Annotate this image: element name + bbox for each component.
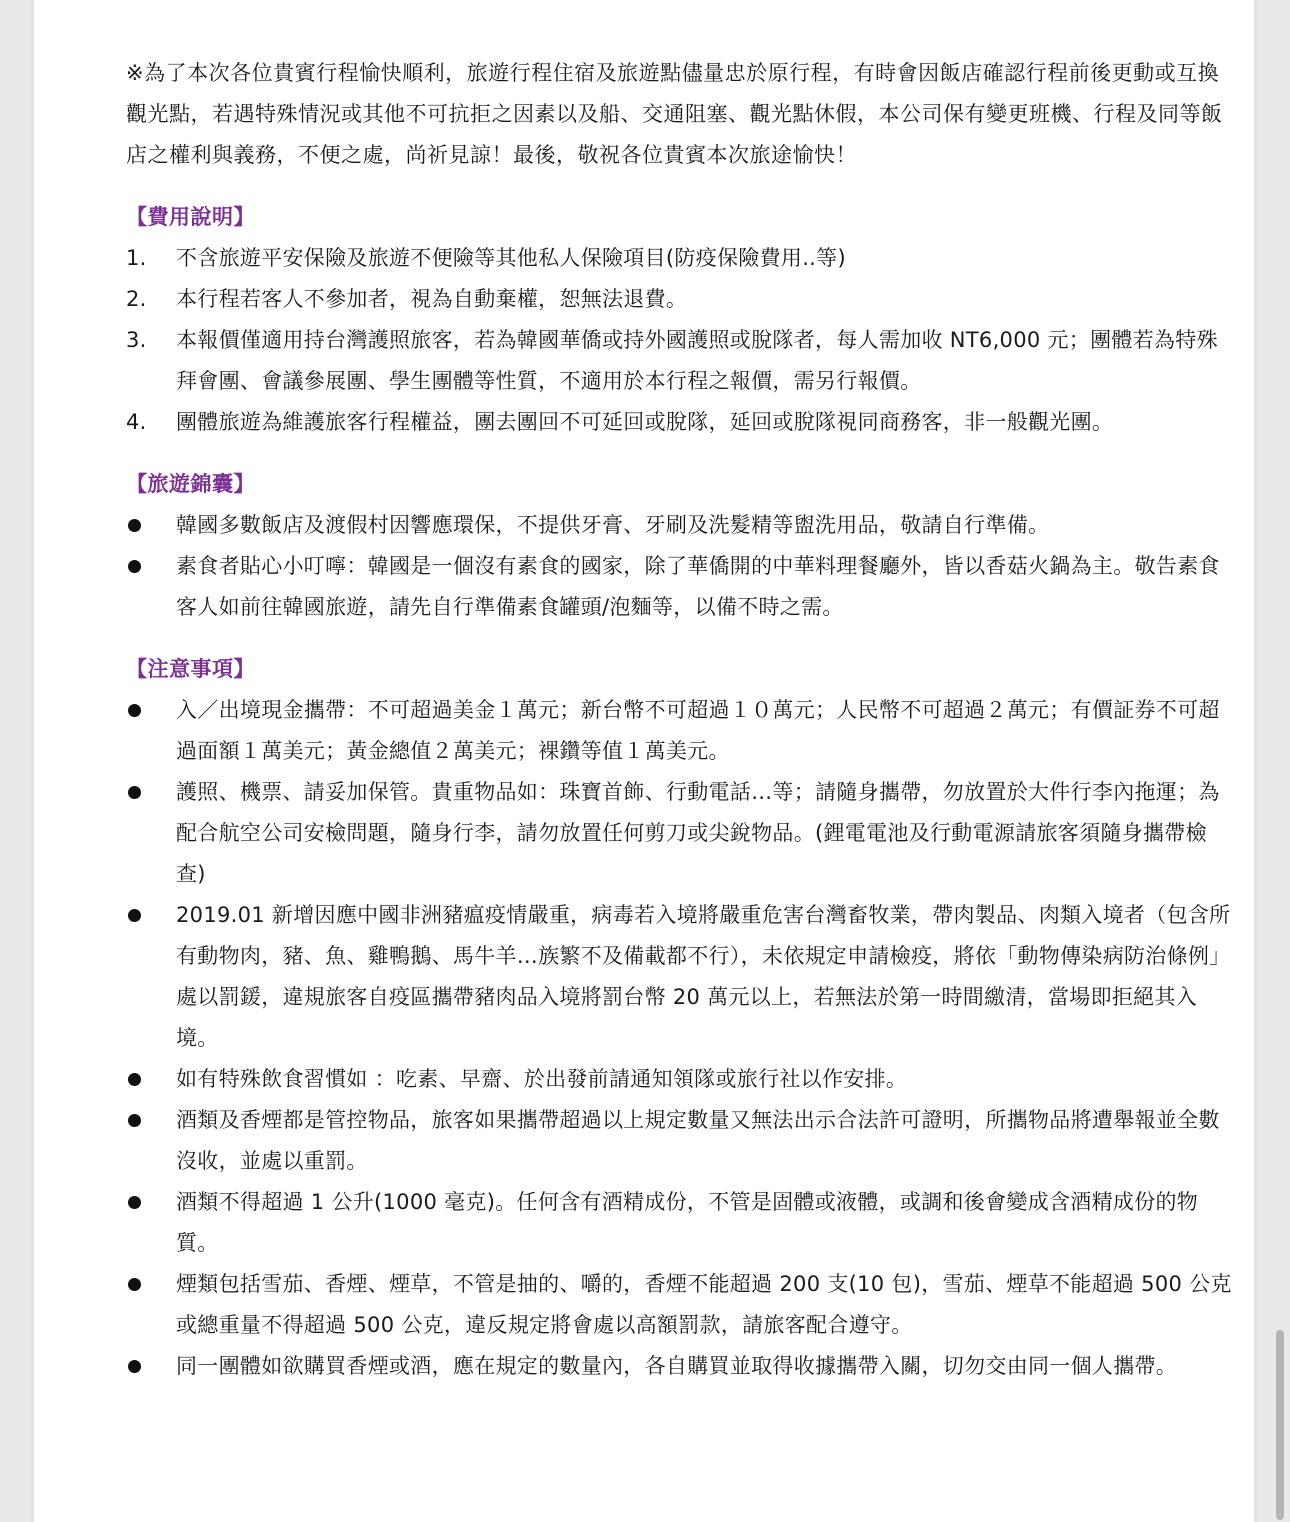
tips-item-text: 素食者貼心小叮嚀：韓國是一個沒有素食的國家，除了華僑開的中華料理餐廳外，皆以香菇火鍋為主。敬告素食客人如前往韓國旅遊，請先自行準備素食罐頭/泡麵等，以備不時之需。 [176, 554, 1220, 619]
notes-item [126, 772, 1236, 895]
list-number: 1. [126, 246, 147, 270]
scrollbar-thumb[interactable] [1276, 1330, 1284, 1520]
bullet-icon [128, 1073, 141, 1086]
notes-item-text: 入／出境現金攜帶：不可超過美金１萬元；新台幣不可超過１０萬元；人民幣不可超過２萬元；有價証券不可超過面額１萬美元；黃金總值２萬美元；裸鑽等值１萬美元。 [176, 698, 1220, 763]
fees-item-text: 不含旅遊平安保險及旅遊不便險等其他私人保險項目(防疫保險費用..等) [176, 246, 846, 270]
section-title-fees: 【費用說明】 [126, 205, 255, 229]
section-title-tips: 【旅遊錦囊】 [126, 472, 255, 496]
notes-item-text: 如有特殊飲食習慣如 ：吃素、早齋、於出發前請通知領隊或旅行社以作安排。 [176, 1067, 908, 1091]
bullet-icon [128, 1196, 141, 1209]
fees-item [126, 238, 1236, 279]
bullet-icon [128, 519, 141, 532]
notes-item-text: 煙類包括雪茄、香煙、煙草，不管是抽的、嚼的，香煙不能超過 200 支(10 包)，雪茄、煙草不能超過 500 公克或總重量不得超過 500 公克，違反規定將會處以高額罰款，請旅客配合遵守。 [176, 1272, 1232, 1337]
fees-list [126, 238, 1236, 443]
fees-item-text: 團體旅遊為維護旅客行程權益，團去團回不可延回或脫隊，延回或脫隊視同商務客，非一般觀光團。 [176, 410, 1114, 434]
notes-item [126, 1100, 1236, 1182]
fees-item-text: 本報價僅適用持台灣護照旅客，若為韓國華僑或持外國護照或脫隊者，每人需加收 NT6,000 元；團體若為特殊拜會團、會議參展團、學生團體等性質，不適用於本行程之報價，需另行報價。 [176, 328, 1218, 393]
bullet-icon [128, 560, 141, 573]
list-number: 4. [126, 410, 147, 434]
list-number: 3. [126, 328, 147, 352]
tips-item [126, 546, 1236, 628]
notes-item [126, 1059, 1236, 1100]
notes-item-text: 酒類不得超過 1 公升(1000 毫克)。任何含有酒精成份，不管是固體或液體，或調和後會變成含酒精成份的物質。 [176, 1190, 1199, 1255]
notes-item [126, 1346, 1236, 1387]
bullet-icon [128, 786, 141, 799]
fees-item [126, 279, 1236, 320]
tips-list [126, 505, 1236, 628]
bullet-icon [128, 1114, 141, 1127]
list-number: 2. [126, 287, 147, 311]
tips-item [126, 505, 1236, 546]
notes-item-text: 酒類及香煙都是管控物品，旅客如果攜帶超過以上規定數量又無法出示合法許可證明，所攜物品將遭舉報並全數沒收，並處以重罰。 [176, 1108, 1220, 1173]
bullet-icon [128, 704, 141, 717]
notes-item-text: 同一團體如欲購買香煙或酒，應在規定的數量內，各自購買並取得收據攜帶入關，切勿交由同一個人攜帶。 [176, 1354, 1178, 1378]
notes-list [126, 690, 1236, 1387]
fees-item-text: 本行程若客人不參加者，視為自動棄權，恕無法退費。 [176, 287, 688, 311]
document-page [34, 0, 1254, 1522]
notes-item [126, 895, 1236, 1059]
document-content [126, 53, 1236, 1387]
fees-item [126, 402, 1236, 443]
bullet-icon [128, 909, 141, 922]
intro-paragraph: ※為了本次各位貴賓行程愉快順利，旅遊行程住宿及旅遊點儘量忠於原行程，有時會因飯店確認行程前後更動或互換觀光點，若遇特殊情況或其他不可抗拒之因素以及船、交通阻塞、觀光點休假，本公司保有變更班機、行程及同等飯店之權利與義務，不便之處，尚祈見諒！最後，敬祝各位貴賓本次旅途愉快！ [126, 61, 1223, 167]
bullet-icon [128, 1278, 141, 1291]
tips-item-text: 韓國多數飯店及渡假村因響應環保，不提供牙膏、牙刷及洗髮精等盥洗用品，敬請自行準備。 [176, 513, 1050, 537]
section-title-notes: 【注意事項】 [126, 657, 255, 681]
vertical-scrollbar[interactable] [1268, 0, 1290, 1522]
notes-item [126, 1182, 1236, 1264]
fees-item [126, 320, 1236, 402]
notes-item [126, 690, 1236, 772]
notes-item-text: 護照、機票、請妥加保管。貴重物品如：珠寶首飾、行動電話…等；請隨身攜帶，勿放置於大件行李內拖運；為配合航空公司安檢問題，隨身行李，請勿放置任何剪刀或尖銳物品。(鋰電電池及行動電源請旅客須隨身攜帶檢查) [176, 780, 1220, 886]
notes-item [126, 1264, 1236, 1346]
notes-item-text: 2019.01 新增因應中國非洲豬瘟疫情嚴重，病毒若入境將嚴重危害台灣畜牧業，帶肉製品、肉類入境者（包含所有動物肉，豬、魚、雞鴨鵝、馬牛羊…族繁不及備載都不行），未依規定申請檢疫，將依「動物傳染病防治條例」處以罰鍰，違規旅客自疫區攜帶豬肉品入境將罰台幣 20 萬元以上，若無法於第一時間繳清，當場即拒絕其入境。 [176, 903, 1231, 1050]
bullet-icon [128, 1360, 141, 1373]
